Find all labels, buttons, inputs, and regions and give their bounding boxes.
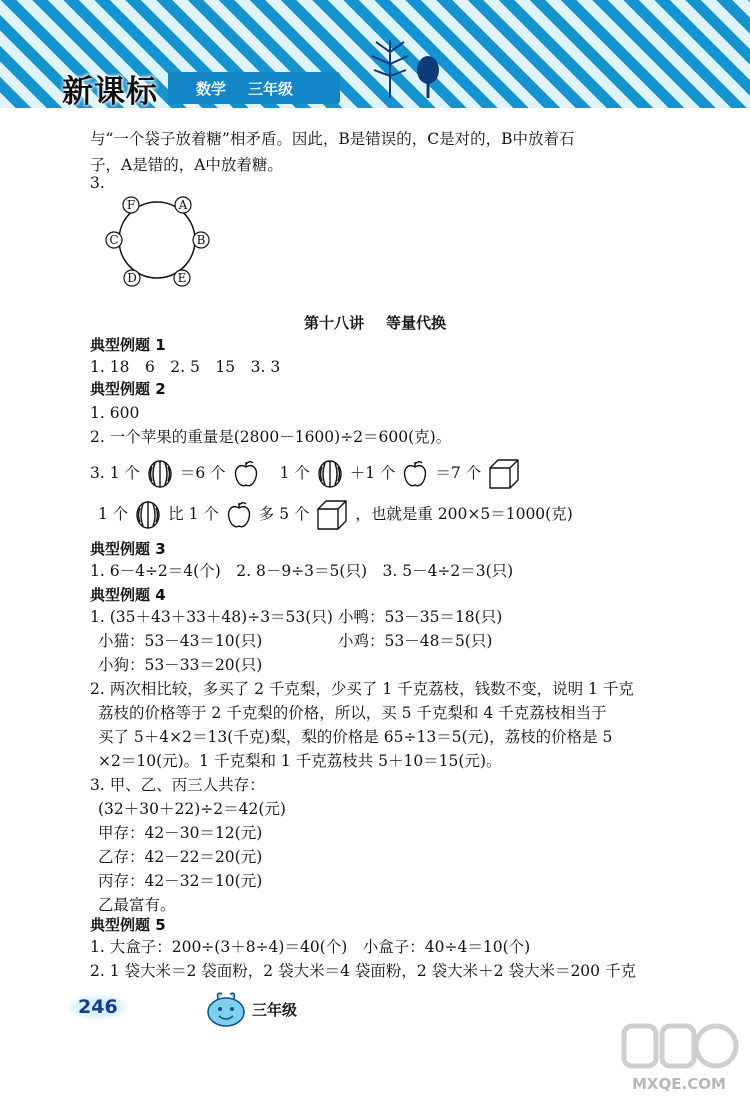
picture-equation-2: 1 个 比 1 个 多 5 个 ，也就是重 200×5＝1000(克) bbox=[98, 498, 573, 531]
example-heading: 典型例题 4 bbox=[90, 586, 166, 604]
example-heading: 典型例题 2 bbox=[90, 380, 166, 398]
svg-text:A: A bbox=[178, 198, 188, 212]
example-heading: 典型例题 1 bbox=[90, 336, 166, 354]
page-number: 246 bbox=[68, 994, 128, 1020]
diagram-node-d bbox=[124, 270, 140, 286]
svg-text:D: D bbox=[127, 271, 137, 285]
watermark-logo-icon bbox=[620, 1020, 740, 1076]
svg-text:C: C bbox=[109, 233, 119, 247]
watermelon-icon bbox=[147, 459, 173, 489]
text-line: 甲存：42－30＝12(元) bbox=[98, 824, 263, 842]
text-line: 小鸡：53－48＝5(只) bbox=[338, 632, 493, 650]
apple-icon bbox=[233, 460, 259, 488]
text-line: 3. 甲、乙、丙三人共存： bbox=[90, 776, 265, 794]
example-heading: 典型例题 5 bbox=[90, 916, 166, 934]
subject-badge bbox=[168, 72, 340, 104]
watermark-text: MXQE.COM bbox=[632, 1075, 726, 1093]
text-line: 小猫：53－43＝10(只) bbox=[98, 632, 263, 650]
apple-icon bbox=[402, 460, 428, 488]
diagram-node-c bbox=[106, 232, 122, 248]
picture-equation-1: 3. 1 个 ＝6 个 1 个 ＋1 个 ＝7 个 bbox=[90, 458, 522, 490]
watermelon-icon bbox=[135, 500, 161, 530]
cube-icon bbox=[488, 458, 520, 490]
tree-icon bbox=[368, 34, 448, 100]
text-line: 与“一个袋子放着糖”相矛盾。因此，B是错误的，C是对的，B中放着石 bbox=[90, 130, 575, 148]
text-line: (32＋30＋22)÷2＝42(元) bbox=[98, 800, 286, 818]
text-line: 荔枝的价格等于 2 千克梨的价格，所以，买 5 千克梨和 4 千克荔枝相当于 bbox=[98, 704, 607, 722]
text-line: 1. 大盒子：200÷(3＋8÷4)＝40(个) 小盒子：40÷4＝10(个) bbox=[90, 938, 531, 956]
text-line: 1. 600 bbox=[90, 404, 140, 422]
example-heading: 典型例题 3 bbox=[90, 540, 166, 558]
text-line: 1. (35＋43＋33＋48)÷3＝53(只) bbox=[90, 608, 333, 626]
text-line: 丙存：42－32＝10(元) bbox=[98, 872, 263, 890]
page-header bbox=[0, 0, 750, 108]
apple-icon bbox=[226, 501, 252, 529]
text-line: ×2＝10(元)。1 千克梨和 1 千克荔枝共 5＋10＝15(元)。 bbox=[98, 752, 502, 770]
diagram-node-f bbox=[123, 197, 139, 213]
text-line: 2. 两次相比较，多买了 2 千克梨，少买了 1 千克荔枝，钱数不变，说明 1 千克 bbox=[90, 680, 634, 698]
watermelon-icon bbox=[317, 459, 343, 489]
diagram-node-a bbox=[175, 197, 191, 213]
text-line: 子，A是错的，A中放着糖。 bbox=[90, 156, 283, 174]
section-number: 第十八讲 bbox=[303, 314, 364, 332]
grade-label: 三年级 bbox=[248, 79, 294, 98]
text-line: 1. 6－4÷2＝4(个) 2. 8－9÷3＝5(只) 3. 5－4÷2＝3(只) bbox=[90, 562, 514, 580]
text-line: 小狗：53－33＝20(只) bbox=[98, 656, 263, 674]
series-title: 新课标 bbox=[62, 74, 158, 108]
text-line: 3. bbox=[90, 174, 105, 192]
text-line: 乙最富有。 bbox=[98, 896, 176, 914]
svg-text:E: E bbox=[177, 271, 187, 285]
section-title bbox=[0, 312, 750, 333]
mascot-icon bbox=[204, 988, 248, 1028]
diagram-node-b bbox=[193, 232, 209, 248]
section-name: 等量代换 bbox=[386, 314, 447, 332]
subject-label: 数学 bbox=[196, 79, 227, 98]
svg-text:F: F bbox=[126, 198, 136, 212]
text-line: 买了 5＋4×2＝13(千克)梨，梨的价格是 65÷13＝5(元)，荔枝的价格是 5 bbox=[98, 728, 613, 746]
text-line: 2. 1 袋大米＝2 袋面粉，2 袋大米＝4 袋面粉，2 袋大米＋2 袋大米＝200 千克 bbox=[90, 962, 636, 980]
svg-text:B: B bbox=[196, 233, 206, 247]
footer-grade: 三年级 bbox=[252, 1001, 298, 1019]
cube-icon bbox=[316, 499, 348, 531]
text-line: 乙存：42－22＝20(元) bbox=[98, 848, 263, 866]
circle-diagram bbox=[100, 192, 220, 292]
diagram-node-e bbox=[174, 270, 190, 286]
text-line: 1. 18 6 2. 5 15 3. 3 bbox=[90, 358, 281, 376]
text-line: 小鸭：53－35＝18(只) bbox=[338, 608, 503, 626]
text-line: 2. 一个苹果的重量是(2800－1600)÷2＝600(克)。 bbox=[90, 428, 452, 446]
